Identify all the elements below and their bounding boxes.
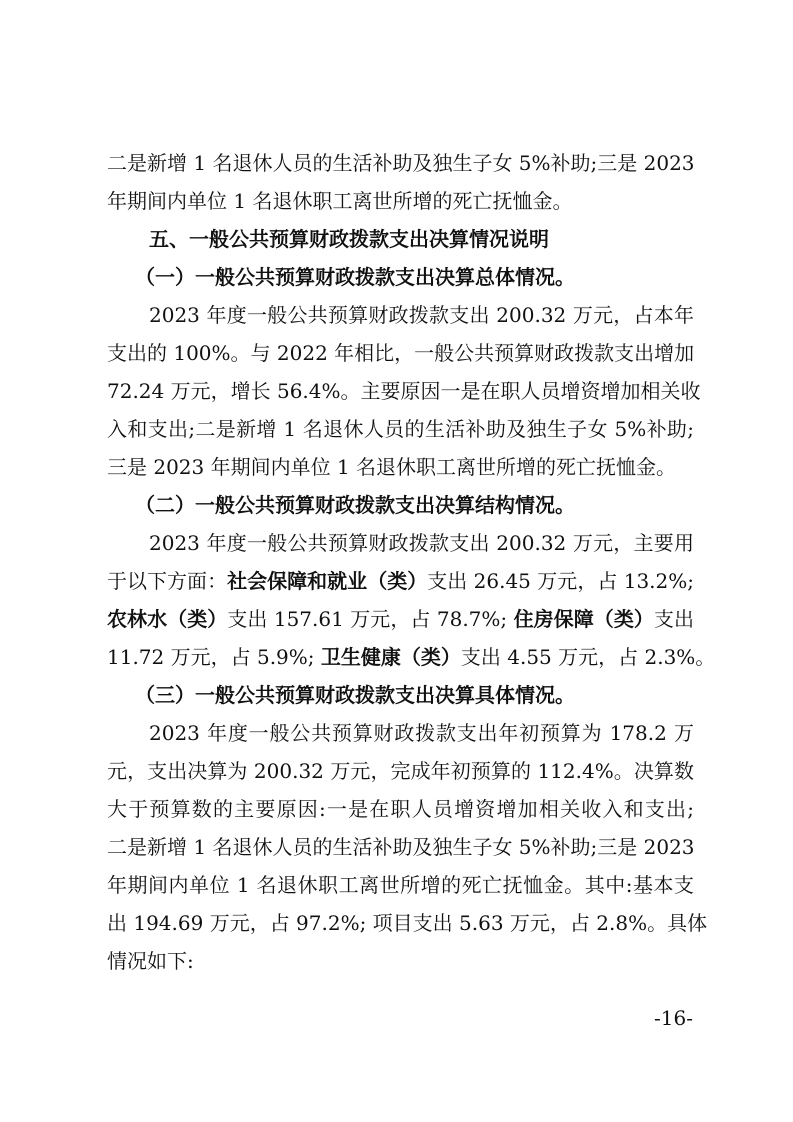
- text-line: [107, 600, 694, 638]
- text-line: [107, 448, 694, 486]
- text-line: [107, 714, 694, 752]
- text-line: [107, 828, 694, 866]
- section-heading: [107, 676, 694, 714]
- text-line: [107, 182, 694, 220]
- text-segment: 72.24 万元，增长 56.4%。主要原因一是在职人员增资增加相关收: [107, 379, 701, 403]
- text-line: [107, 942, 694, 980]
- bold-category: 农林水（类）: [107, 607, 228, 631]
- text-segment: 情况如下:: [107, 949, 194, 973]
- text-segment: 11.72 万元，占 5.9%;: [107, 645, 321, 669]
- text-line: [107, 638, 716, 676]
- document-body: [107, 144, 716, 980]
- text-segment: 年期间内单位 1 名退休职工离世所增的死亡抚恤金。其中:基本支: [107, 873, 694, 897]
- text-line: [107, 410, 694, 448]
- text-line: [107, 790, 694, 828]
- text-segment: 五、一般公共预算财政拨款支出决算情况说明: [149, 227, 549, 251]
- text-line: [107, 904, 708, 942]
- bold-category: 住房保障（类）: [513, 607, 654, 631]
- section-heading: [107, 486, 694, 524]
- text-segment: 入和支出;二是新增 1 名退休人员的生活补助及独生子女 5%补助;: [107, 417, 694, 441]
- bold-category: 社会保障和就业（类）: [227, 569, 428, 593]
- text-segment: 2023 年度一般公共预算财政拨款支出 200.32 万元，主要用: [149, 531, 694, 555]
- section-heading: [107, 220, 694, 258]
- text-line: [107, 296, 694, 334]
- text-segment: （三）一般公共预算财政拨款支出决算具体情况。: [135, 683, 575, 707]
- text-segment: （一）一般公共预算财政拨款支出决算总体情况。: [135, 265, 575, 289]
- text-segment: 2023 年度一般公共预算财政拨款支出 200.32 万元，占本年: [149, 303, 694, 327]
- text-line: [107, 562, 694, 600]
- page-number: -16-: [654, 1006, 693, 1030]
- text-segment: 支出 26.45 万元，占 13.2%;: [427, 569, 694, 593]
- text-segment: 三是 2023 年期间内单位 1 名退休职工离世所增的死亡抚恤金。: [107, 455, 677, 479]
- text-segment: 支出: [653, 607, 695, 631]
- text-line: [107, 524, 694, 562]
- text-segment: 支出的 100%。与 2022 年相比，一般公共预算财政拨款支出增加: [107, 341, 695, 365]
- text-segment: 支出 157.61 万元，占 78.7%;: [227, 607, 514, 631]
- section-heading: [107, 258, 694, 296]
- text-segment: 支出 4.55 万元，占 2.3%。: [460, 645, 716, 669]
- text-segment: 二是新增 1 名退休人员的生活补助及独生子女 5%补助;三是 2023: [107, 835, 695, 859]
- text-segment: 二是新增 1 名退休人员的生活补助及独生子女 5%补助;三是 2023: [107, 151, 695, 175]
- text-segment: 2023 年度一般公共预算财政拨款支出年初预算为 178.2 万: [149, 721, 694, 745]
- text-segment: 大于预算数的主要原因:一是在职人员增资增加相关收入和支出;: [107, 797, 694, 821]
- text-line: [107, 144, 694, 182]
- text-line: [107, 334, 694, 372]
- text-segment: 出 194.69 万元，占 97.2%; 项目支出 5.63 万元，占 2.8%。具体: [107, 911, 708, 935]
- text-line: [107, 866, 694, 904]
- bold-category: 卫生健康（类）: [320, 645, 461, 669]
- text-segment: 元，支出决算为 200.32 万元，完成年初预算的 112.4%。决算数: [107, 759, 694, 783]
- text-line: [107, 752, 694, 790]
- text-segment: （二）一般公共预算财政拨款支出决算结构情况。: [135, 493, 575, 517]
- text-segment: 于以下方面：: [107, 569, 228, 593]
- text-line: [107, 372, 701, 410]
- text-segment: 年期间内单位 1 名退休职工离世所增的死亡抚恤金。: [107, 189, 573, 213]
